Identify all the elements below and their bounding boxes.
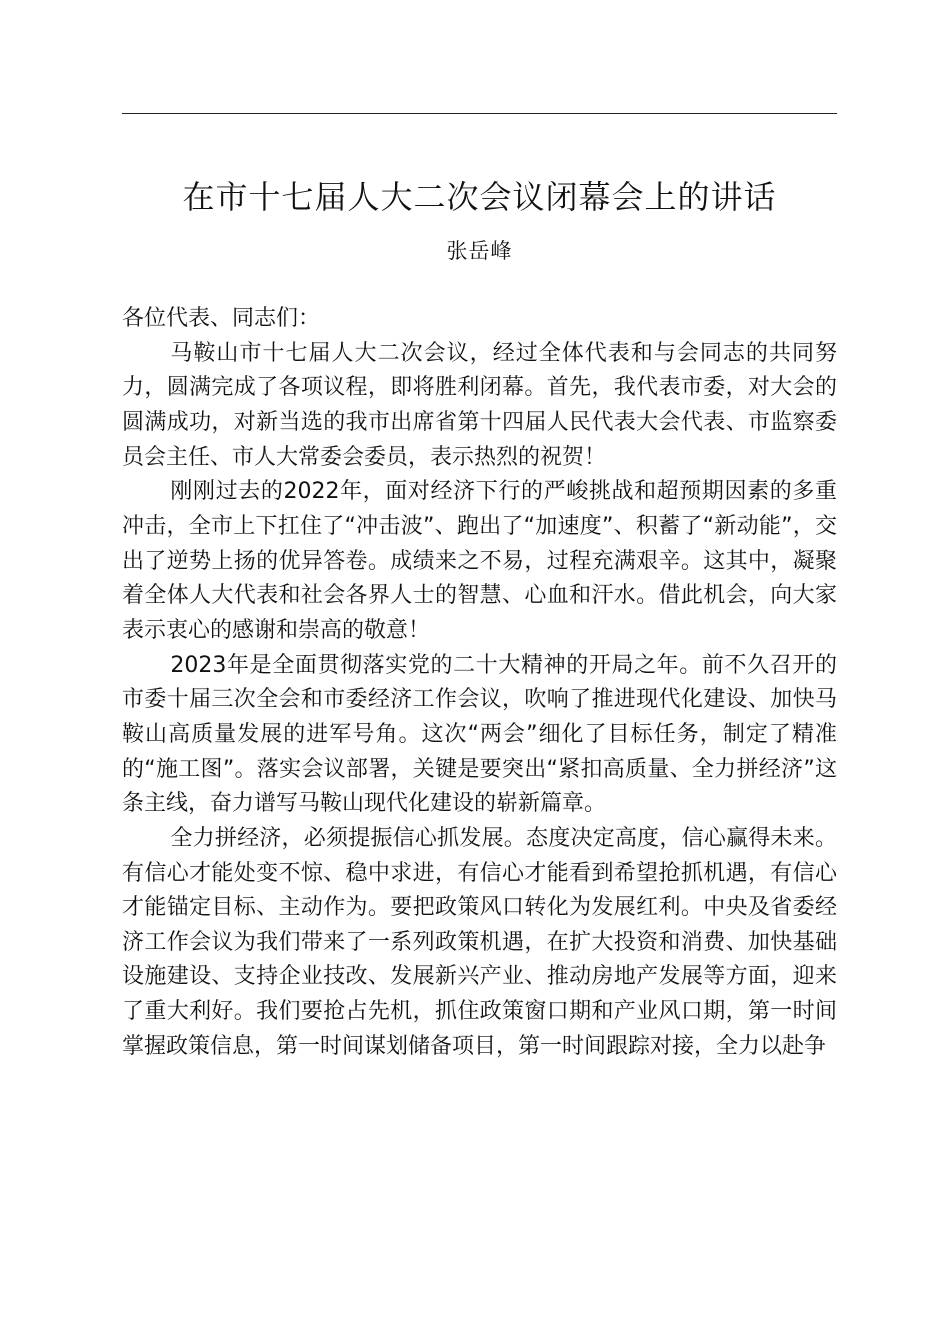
- page-title: 在市十七届人大二次会议闭幕会上的讲话: [182, 178, 777, 216]
- top-divider: [122, 113, 837, 114]
- speech-body: [122, 302, 837, 1064]
- paragraph: 刚刚过去的2022年，面对经济下行的严峻挑战和超预期因素的多重冲击，全市上下扛住了“冲击波”、跑出了“加速度”、积蓄了“新动能”，交出了逆势上扬的优异答卷。成绩来之不易，过程充满艰辛。这其中，凝聚着全体人大代表和社会各界人士的智慧、心血和汗水。借此机会，向大家表示衷心的感谢和崇高的敬意！: [122, 479, 837, 643]
- paragraph: 马鞍山市十七届人大二次会议，经过全体代表和与会同志的共同努力，圆满完成了各项议程，即将胜利闭幕。首先，我代表市委，对大会的圆满成功，对新当选的我市出席省第十四届人民代表大会代表、市监察委员会主任、市人大常委会委员，表示热烈的祝贺！: [122, 340, 837, 470]
- author-name: 张岳峰: [446, 239, 513, 263]
- salutation: 各位代表、同志们：: [122, 306, 321, 331]
- paragraph: 2023年是全面贯彻落实党的二十大精神的开局之年。前不久召开的市委十届三次全会和市委经济工作会议，吹响了推进现代化建设、加快马鞍山高质量发展的进军号角。这次“两会”细化了目标任务，制定了精准的“施工图”。落实会议部署，关键是要突出“紧扣高质量、全力拼经济”这条主线，奋力谱写马鞍山现代化建设的崭新篇章。: [122, 652, 837, 817]
- paragraph: 全力拼经济，必须提振信心抓发展。态度决定高度，信心赢得未来。有信心才能处变不惊、稳中求进，有信心才能看到希望抢抓机遇，有信心才能锚定目标、主动作为。要把政策风口转化为发展红利。中央及省委经济工作会议为我们带来了一系列政策机遇，在扩大投资和消费、加快基础设施建设、支持企业技改、发展新兴产业、推动房地产发展等方面，迎来了重大利好。我们要抢占先机，抓住政策窗口期和产业风口期，第一时间掌握政策信息，第一时间谋划储备项目，第一时间跟踪对接，全力以赴争: [122, 825, 837, 1059]
